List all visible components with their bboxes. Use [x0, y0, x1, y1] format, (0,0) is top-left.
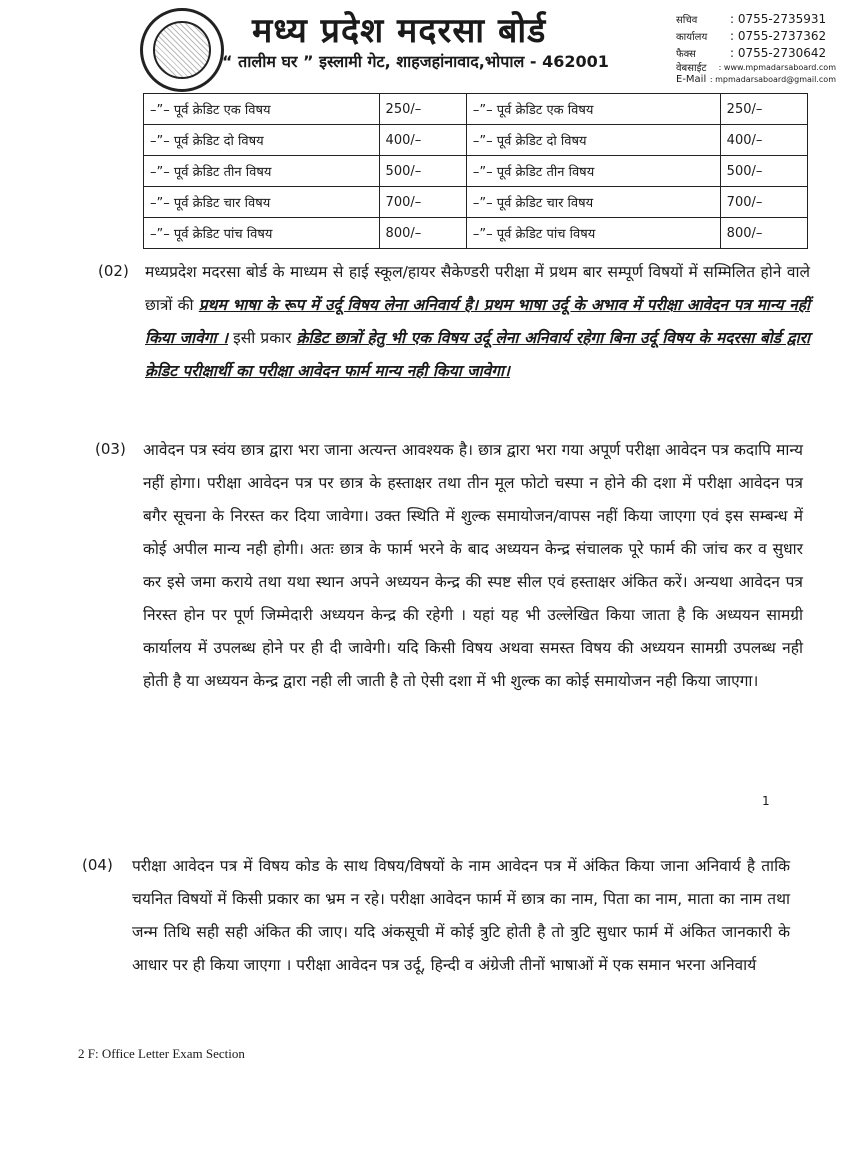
right-amount: 400/– [720, 125, 807, 156]
seal-emblem [153, 21, 211, 79]
right-description: –”– पूर्व क्रेडिट तीन विषय [466, 156, 720, 187]
fee-table [143, 93, 808, 249]
right-amount: 500/– [720, 156, 807, 187]
contact-row [676, 61, 836, 73]
footer-note: 2 F: Office Letter Exam Section [78, 1046, 245, 1061]
letterhead [0, 0, 850, 100]
left-amount: 500/– [379, 156, 466, 187]
paragraph-text: मध्यप्रदेश मदरसा बोर्ड के माध्यम से हाई स्कूल/हायर सैकेण्डरी परीक्षा में प्रथम बार सम्पूर्ण विषयों में सम्मिलित होने वाले छात्रों की [145, 263, 810, 314]
emphasis-urdu-mandatory: प्रथम भाषा के रूप में उर्दू विषय लेना अनिवार्य है। प्रथम भाषा उर्दू के अभाव में परीक्षा आवेदन पत्र मान्य नहीं किया जावेगा । [145, 296, 810, 347]
table-row [144, 218, 808, 249]
right-description: –”– पूर्व क्रेडिट दो विषय [466, 125, 720, 156]
page-mark: 1 [762, 794, 770, 808]
right-amount: 800/– [720, 218, 807, 249]
emphasis-credit-urdu: क्रेडिट छात्रों हेतु भी एक विषय उर्दू लेना अनिवार्य रहेगा बिना उर्दू विषय के मदरसा बोर्ड द्वारा क्रेडिट परीक्षार्थी का परीक्षा आवेदन फार्म मान्य नही किया जावेगा। [145, 329, 811, 380]
table-row [144, 94, 808, 125]
contact-label: E-Mail [676, 73, 707, 85]
left-description: –”– पूर्व क्रेडिट एक विषय [144, 94, 380, 125]
right-description: –”– पूर्व क्रेडिट पांच विषय [466, 218, 720, 249]
paragraph-number: (02) [98, 262, 129, 280]
left-amount: 250/– [379, 94, 466, 125]
right-description: –”– पूर्व क्रेडिट एक विषय [466, 94, 720, 125]
right-amount: 250/– [720, 94, 807, 125]
contact-row [676, 73, 836, 85]
contact-label: वेबसाईट [676, 63, 707, 74]
left-description: –”– पूर्व क्रेडिट चार विषय [144, 187, 380, 218]
paragraph-number: (03) [95, 440, 126, 458]
left-description: –”– पूर्व क्रेडिट पांच विषय [144, 218, 380, 249]
board-title: मध्य प्रदेश मदरसा बोर्ड [252, 11, 547, 51]
email-value: : mpmadarsaboard@gmail.com [709, 74, 836, 84]
contact-label: सचिव [676, 14, 698, 26]
left-description: –”– पूर्व क्रेडिट दो विषय [144, 125, 380, 156]
contact-value: : 0755-2735931 [730, 11, 827, 26]
board-address: “ तालीम घर ” इस्लामी गेट, शाहजहांनावाद,भोपाल - 462001 [222, 52, 609, 71]
contact-row [676, 27, 836, 44]
contact-row [676, 10, 836, 27]
table-row [144, 187, 808, 218]
paragraph-02 [145, 256, 810, 388]
contact-label: कार्यालय [676, 31, 708, 43]
paragraph-03: आवेदन पत्र स्वंय छात्र द्वारा भरा जाना अत्यन्त आवश्यक है। छात्र द्वारा भरा गया अपूर्ण परीक्षा आवेदन पत्र कदापि मान्य नहीं होगा। परीक्षा आवेदन पत्र पर छात्र के हस्ताक्षर तथा तीन मूल फोटो चस्पा न होने की दशा में परीक्षा आवेदन पत्र बगैर सूचना के निरस्त कर दिया जावेगा। उक्त स्थिति में शुल्क समायोजन/वापस नहीं किया जाएगा एवं इस सम्बन्ध में कोई अपील मान्य नही होगी। अतः छात्र के फार्म भरने के बाद अध्ययन केन्द्र संचालक पूरे फार्म की जांच कर व सुधार कर इसे जमा कराये तथा यथा स्थान अपने अध्ययन केन्द्र की स्पष्ट सील एवं हस्ताक्षर अंकित करें। अन्यथा आवेदन पत्र निरस्त होन पर पूर्ण जिम्मेदारी अध्ययन केन्द्र की रहेगी । यहां यह भी उल्लेखित किया जाता है कि अध्ययन सामग्री कार्यालय में उपलब्ध होने पर ही दी जावेगी। यदि किसी विषय अथवा समस्त विषय की अध्ययन सामग्री उपलब्ध नही होती है या अध्ययन केन्द्र द्वारा नही ली जाती है तो ऐसी दशा में भी शुल्क का कोई समायोजन नही किया जाएगा। [143, 441, 803, 690]
paragraph-text: इसी प्रकार [227, 329, 297, 347]
contact-row [676, 44, 836, 61]
left-amount: 400/– [379, 125, 466, 156]
contact-value: : 0755-2730642 [730, 45, 827, 60]
paragraph-number: (04) [82, 856, 113, 874]
contact-label: फैक्स [676, 48, 696, 60]
website-value: : www.mpmadarsaboard.com [718, 62, 836, 72]
table-row [144, 125, 808, 156]
right-description: –”– पूर्व क्रेडिट चार विषय [466, 187, 720, 218]
contact-value: : 0755-2737362 [730, 28, 827, 43]
left-amount: 800/– [379, 218, 466, 249]
paragraph-04: परीक्षा आवेदन पत्र में विषय कोड के साथ विषय/विषयों के नाम आवेदन पत्र में अंकित किया जाना अनिवार्य है ताकि चयनित विषयों में किसी प्रकार का भ्रम न रहे। परीक्षा आवेदन फार्म में छात्र का नाम, पिता का नाम, माता का नाम तथा जन्म तिथि सही सही अंकित की जाए। यदि अंकसूची में कोई त्रुटि होती है तो त्रुटि सुधार फार्म में अंकित जानकारी के आधार पर ही किया जाएगा । परीक्षा आवेदन पत्र उर्दू, हिन्दी व अंग्रेजी तीनों भाषाओं में एक समान भरना अनिवार्य [132, 857, 790, 974]
right-amount: 700/– [720, 187, 807, 218]
table-row [144, 156, 808, 187]
left-amount: 700/– [379, 187, 466, 218]
left-description: –”– पूर्व क्रेडिट तीन विषय [144, 156, 380, 187]
contact-block [676, 10, 836, 85]
board-seal-logo [140, 8, 224, 92]
